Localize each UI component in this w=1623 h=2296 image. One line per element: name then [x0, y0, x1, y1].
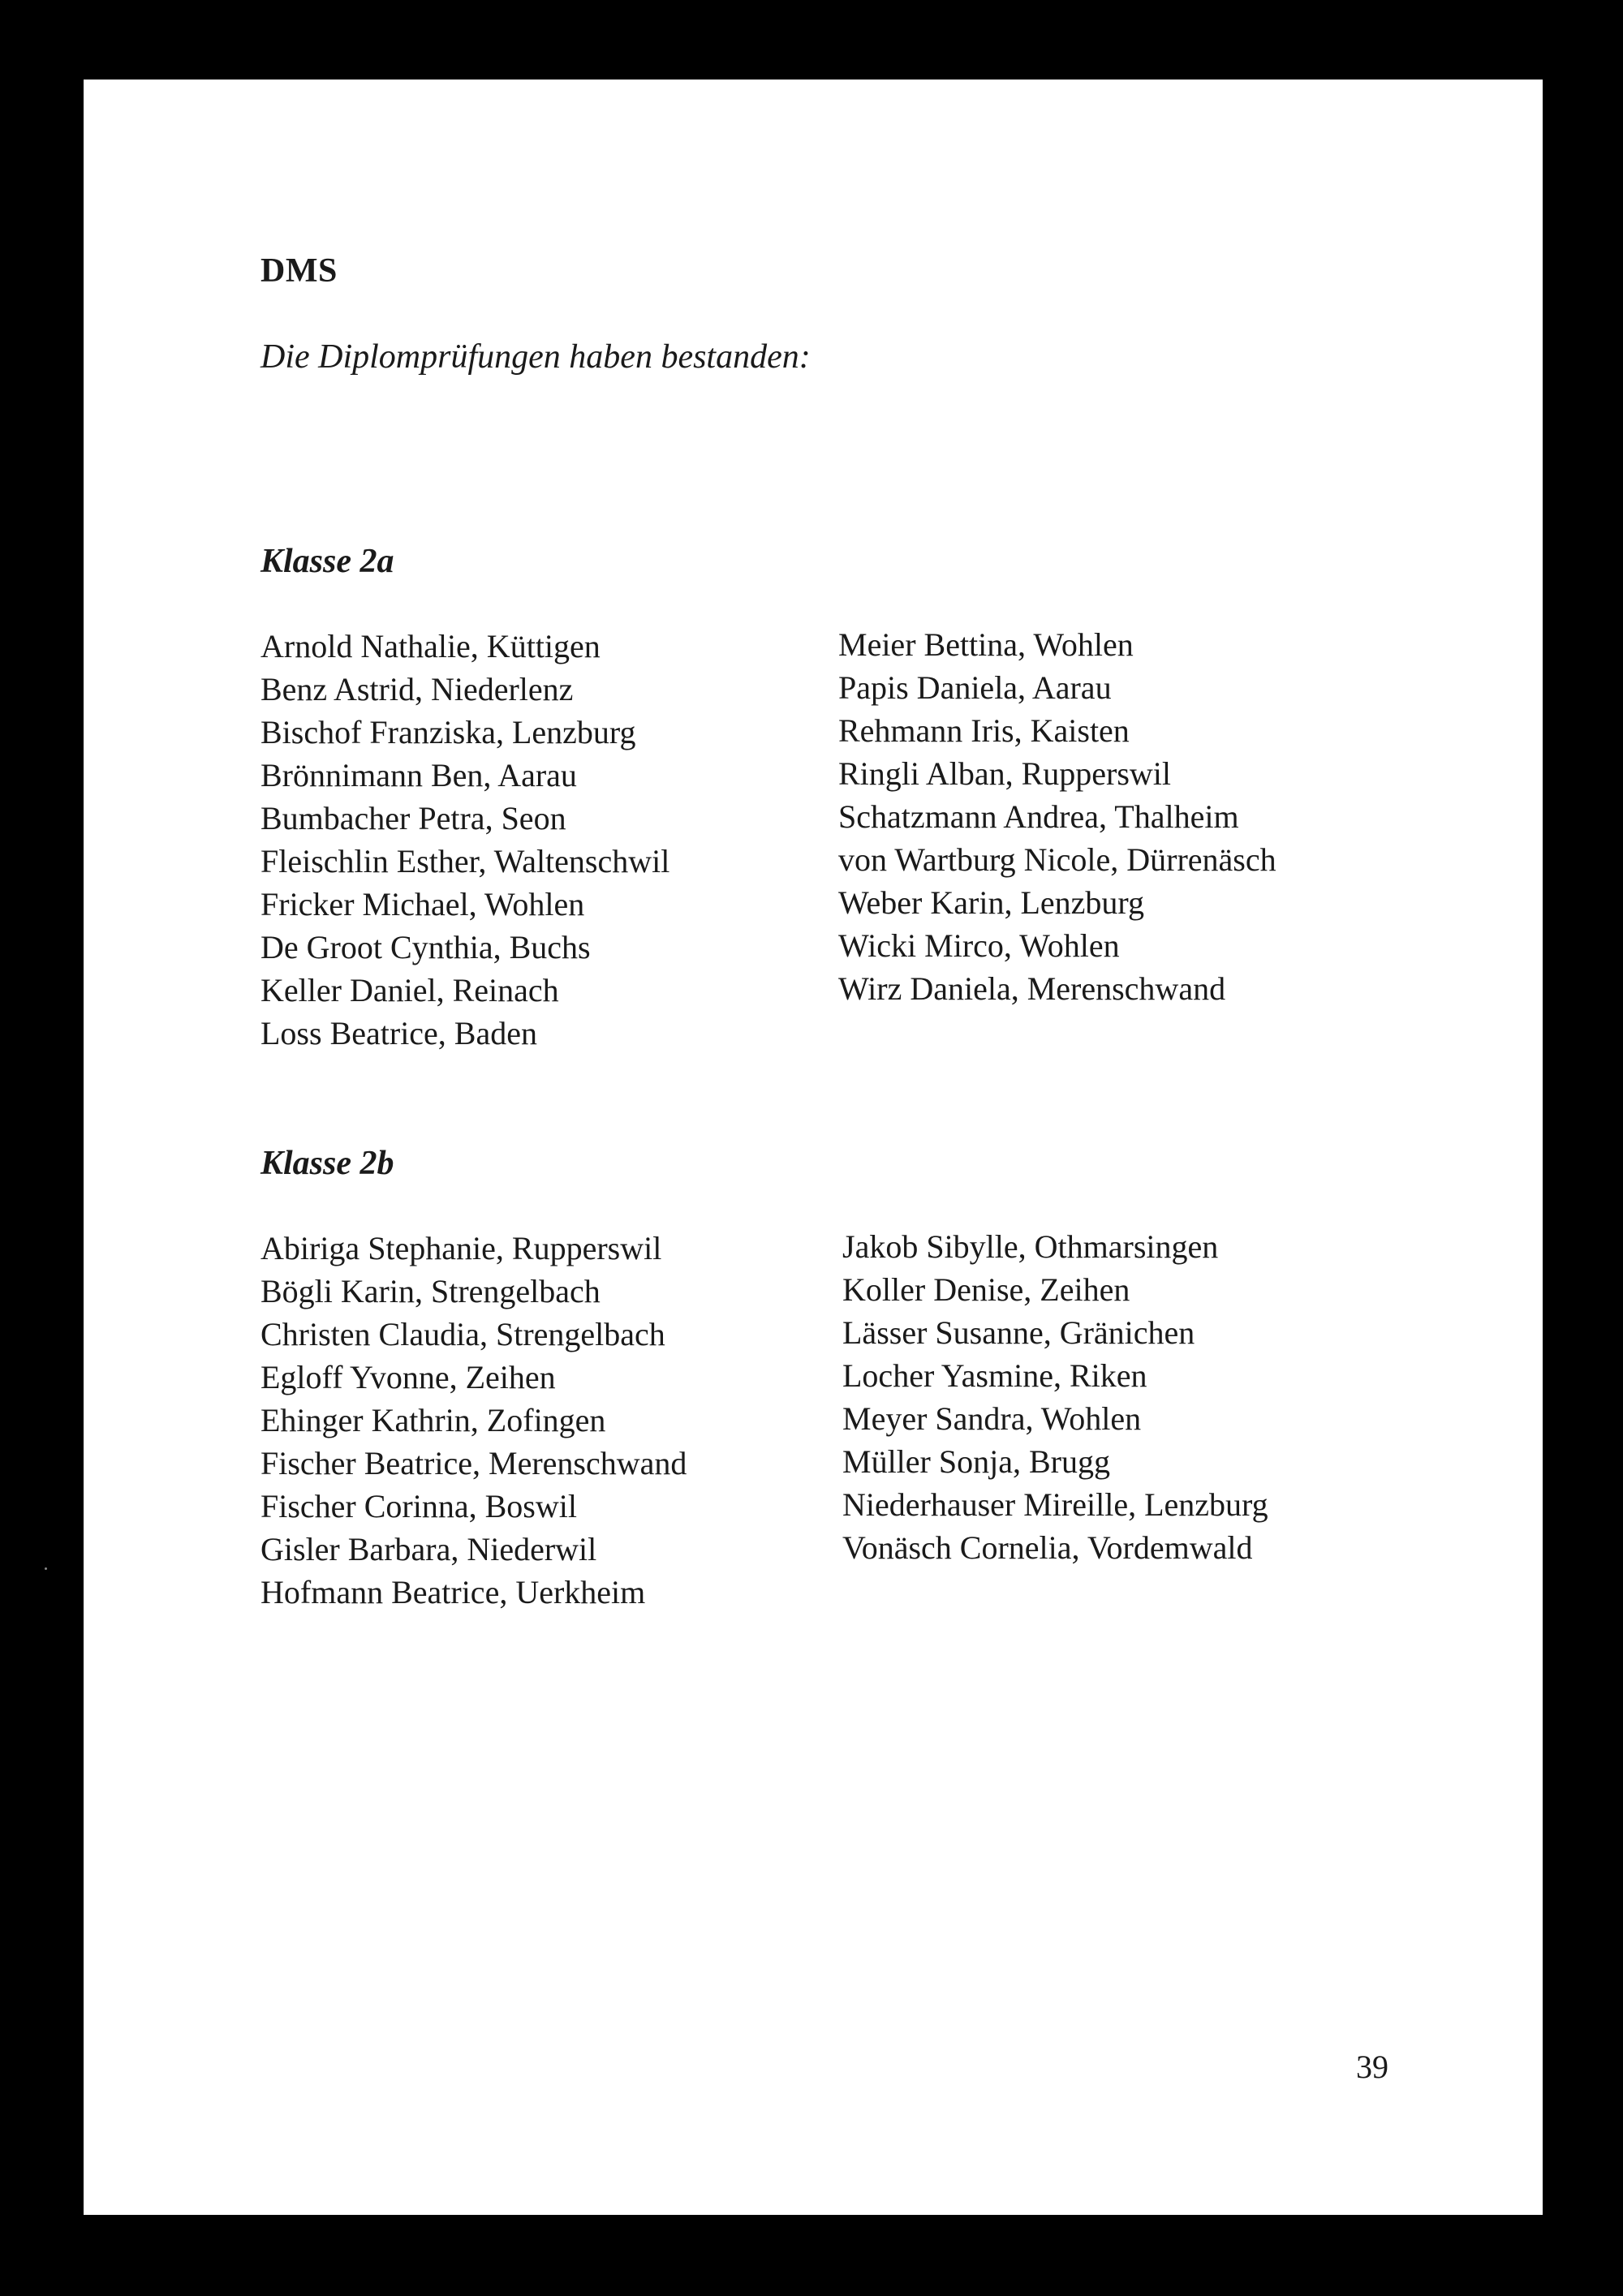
name-list-2a-right: [838, 623, 1276, 1010]
name-list-item: Vonäsch Cornelia, Vordemwald: [842, 1529, 1253, 1566]
document-page: [84, 80, 1543, 2215]
name-list-item: Locher Yasmine, Riken: [842, 1357, 1147, 1394]
name-list-item: Keller Daniel, Reinach: [260, 972, 559, 1008]
name-list-item: Bumbacher Petra, Seon: [260, 800, 566, 836]
name-list-item: Fischer Beatrice, Merenschwand: [260, 1445, 687, 1481]
name-list-item: Ehinger Kathrin, Zofingen: [260, 1402, 606, 1438]
name-list-item: Koller Denise, Zeihen: [842, 1271, 1130, 1308]
name-list-2b-left: [260, 1227, 687, 1614]
name-list-item: Jakob Sibylle, Othmarsingen: [842, 1228, 1219, 1265]
name-list-item: Egloff Yvonne, Zeihen: [260, 1359, 556, 1395]
name-list-item: Wicki Mirco, Wohlen: [838, 927, 1120, 964]
name-list-2b-right: [842, 1225, 1268, 1569]
name-list-item: Lässer Susanne, Gränichen: [842, 1314, 1195, 1351]
page-number: 39: [1356, 2049, 1388, 2085]
name-list-item: Schatzmann Andrea, Thalheim: [838, 798, 1239, 835]
name-list-item: Hofmann Beatrice, Uerkheim: [260, 1574, 646, 1610]
name-list-item: Loss Beatrice, Baden: [260, 1015, 537, 1051]
name-list-item: Ringli Alban, Rupperswil: [838, 755, 1171, 792]
page-subtitle: Die Diplomprüfungen haben bestanden:: [260, 338, 811, 376]
name-list-item: Müller Sonja, Brugg: [842, 1443, 1110, 1480]
name-list-item: Fleischlin Esther, Waltenschwil: [260, 843, 670, 879]
name-list-item: Christen Claudia, Strengelbach: [260, 1316, 665, 1352]
name-list-item: Abiriga Stephanie, Rupperswil: [260, 1230, 662, 1266]
name-list-item: De Groot Cynthia, Buchs: [260, 929, 591, 965]
name-list-item: Arnold Nathalie, Küttigen: [260, 628, 601, 664]
name-list-item: von Wartburg Nicole, Dürrenäsch: [838, 841, 1276, 878]
name-list-item: Fischer Corinna, Boswil: [260, 1488, 577, 1524]
name-list-item: Fricker Michael, Wohlen: [260, 886, 585, 922]
page-heading: DMS: [260, 252, 338, 290]
name-list-item: Weber Karin, Lenzburg: [838, 884, 1144, 921]
name-list-item: Wirz Daniela, Merenschwand: [838, 970, 1226, 1007]
section-title-klasse-2b: Klasse 2b: [260, 1145, 394, 1182]
name-list-item: Meier Bettina, Wohlen: [838, 626, 1134, 663]
name-list-item: Meyer Sandra, Wohlen: [842, 1400, 1142, 1437]
name-list-2a-left: [260, 625, 669, 1055]
name-list-item: Rehmann Iris, Kaisten: [838, 712, 1130, 749]
name-list-item: Gisler Barbara, Niederwil: [260, 1531, 597, 1567]
name-list-item: Papis Daniela, Aarau: [838, 669, 1112, 706]
scan-speck: [45, 1567, 47, 1570]
name-list-item: Bögli Karin, Strengelbach: [260, 1273, 601, 1309]
name-list-item: Niederhauser Mireille, Lenzburg: [842, 1486, 1268, 1523]
section-title-klasse-2a: Klasse 2a: [260, 543, 394, 580]
name-list-item: Bischof Franziska, Lenzburg: [260, 714, 636, 750]
name-list-item: Brönnimann Ben, Aarau: [260, 757, 577, 793]
name-list-item: Benz Astrid, Niederlenz: [260, 671, 574, 707]
